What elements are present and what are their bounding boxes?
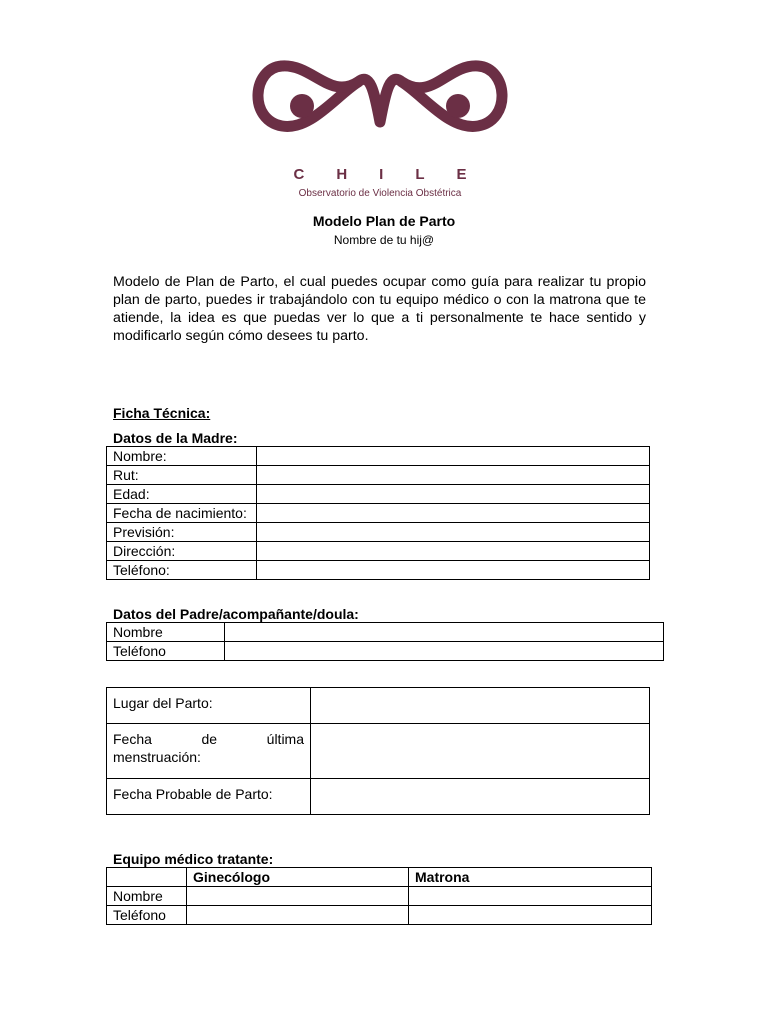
mother-label-name: Nombre: — [107, 447, 257, 466]
document-subtitle: Nombre de tu hij@ — [333, 233, 435, 247]
father-label-phone: Teléfono — [107, 642, 225, 661]
father-name-field[interactable] — [225, 623, 664, 642]
table-row — [107, 504, 650, 523]
gynecologist-phone-field[interactable] — [187, 906, 409, 925]
gynecologist-name-field[interactable] — [187, 887, 409, 906]
logo-word: CHILE — [293, 166, 499, 183]
mother-label-age: Edad: — [107, 485, 257, 504]
table-row — [107, 688, 650, 724]
mother-rut-field[interactable] — [257, 466, 650, 485]
table-row — [107, 779, 650, 815]
team-label-phone: Teléfono — [107, 906, 187, 925]
midwife-column-header: Matrona — [409, 868, 652, 887]
logo-subtitle: Observatorio de Violencia Obstétrica — [298, 188, 462, 199]
mother-label-rut: Rut: — [107, 466, 257, 485]
gynecologist-column-header: Ginecólogo — [187, 868, 409, 887]
mother-phone-field[interactable] — [257, 561, 650, 580]
birth-info-table — [106, 687, 650, 815]
father-data-heading: Datos del Padre/acompañante/doula: — [113, 606, 359, 622]
table-row — [107, 868, 652, 887]
mother-birthdate-field[interactable] — [257, 504, 650, 523]
team-corner-header — [107, 868, 187, 887]
table-row — [107, 561, 650, 580]
mother-label-birthdate: Fecha de nacimiento: — [107, 504, 257, 523]
midwife-name-field[interactable] — [409, 887, 652, 906]
medical-team-table — [106, 867, 652, 925]
team-label-name: Nombre — [107, 887, 187, 906]
table-row — [107, 447, 650, 466]
mother-prevision-field[interactable] — [257, 523, 650, 542]
due-date-field[interactable] — [311, 779, 650, 815]
observatorio-logo — [252, 52, 508, 202]
table-row — [107, 906, 652, 925]
midwife-phone-field[interactable] — [409, 906, 652, 925]
medical-team-heading: Equipo médico tratante: — [113, 851, 274, 867]
table-row — [107, 542, 650, 561]
logo-mark-icon — [252, 52, 508, 162]
due-date-label: Fecha Probable de Parto: — [107, 779, 311, 815]
table-row — [107, 523, 650, 542]
table-row — [107, 887, 652, 906]
table-row — [107, 466, 650, 485]
table-row — [107, 485, 650, 504]
table-row — [107, 623, 664, 642]
birth-place-label: Lugar del Parto: — [107, 688, 311, 724]
father-data-table — [106, 622, 664, 661]
last-period-label: Fecha de última menstruación: — [107, 724, 311, 779]
document-title: Modelo Plan de Parto — [312, 213, 456, 229]
mother-data-table — [106, 446, 650, 580]
table-row — [107, 724, 650, 779]
last-period-field[interactable] — [311, 724, 650, 779]
father-label-name: Nombre — [107, 623, 225, 642]
mother-name-field[interactable] — [257, 447, 650, 466]
mother-label-address: Dirección: — [107, 542, 257, 561]
ficha-tecnica-heading: Ficha Técnica: — [113, 405, 211, 421]
mother-age-field[interactable] — [257, 485, 650, 504]
mother-label-phone: Teléfono: — [107, 561, 257, 580]
birth-place-field[interactable] — [311, 688, 650, 724]
mother-data-heading: Datos de la Madre: — [113, 430, 238, 446]
father-phone-field[interactable] — [225, 642, 664, 661]
mother-address-field[interactable] — [257, 542, 650, 561]
intro-paragraph: Modelo de Plan de Parto, el cual puedes ocupar como guía para realizar tu propio plan de parto, puedes ir trabajándolo con tu equipo médico o con la matrona que te atiende, la idea es que puedas ver lo que a ti personalmente te hace sentido y modificarlo según cómo desees tu parto. — [113, 274, 646, 344]
table-row — [107, 642, 664, 661]
mother-label-prevision: Previsión: — [107, 523, 257, 542]
